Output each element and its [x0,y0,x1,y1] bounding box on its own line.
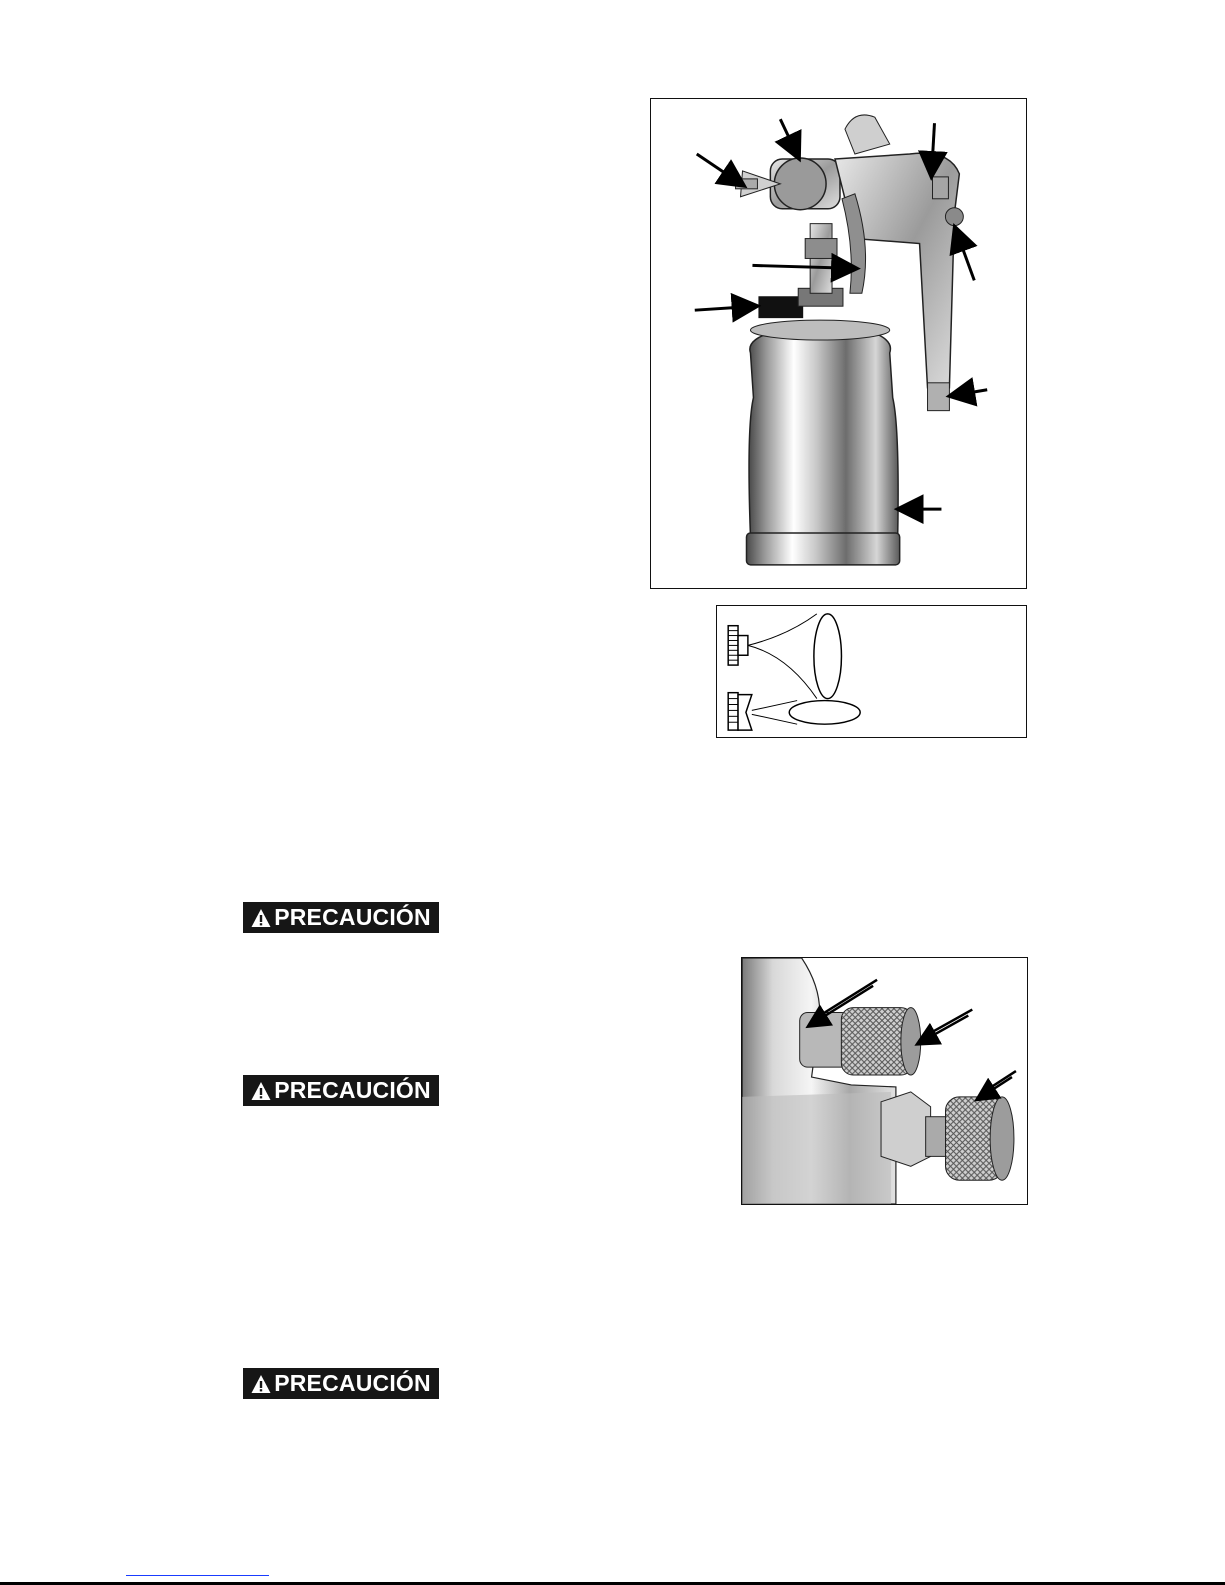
spray-gun-illustration [651,99,1026,588]
caution-badge-1 [243,902,439,933]
spray-pattern-diagram [717,606,1026,737]
adjustment-knobs-photo [742,958,1027,1204]
spray-pattern-figure [716,605,1027,738]
warning-triangle-icon [251,1374,271,1394]
caution-badge-3 [243,1368,439,1399]
caution-badge-2 [243,1075,439,1106]
footer-link-underline [126,1575,269,1576]
warning-triangle-icon [251,1081,271,1101]
adjustment-knobs-figure [741,957,1028,1205]
warning-triangle-icon [251,908,271,928]
caution-label: PRECAUCIÓN [274,904,431,930]
spray-gun-figure [650,98,1027,589]
caution-label: PRECAUCIÓN [274,1077,431,1103]
caution-label: PRECAUCIÓN [274,1370,431,1396]
